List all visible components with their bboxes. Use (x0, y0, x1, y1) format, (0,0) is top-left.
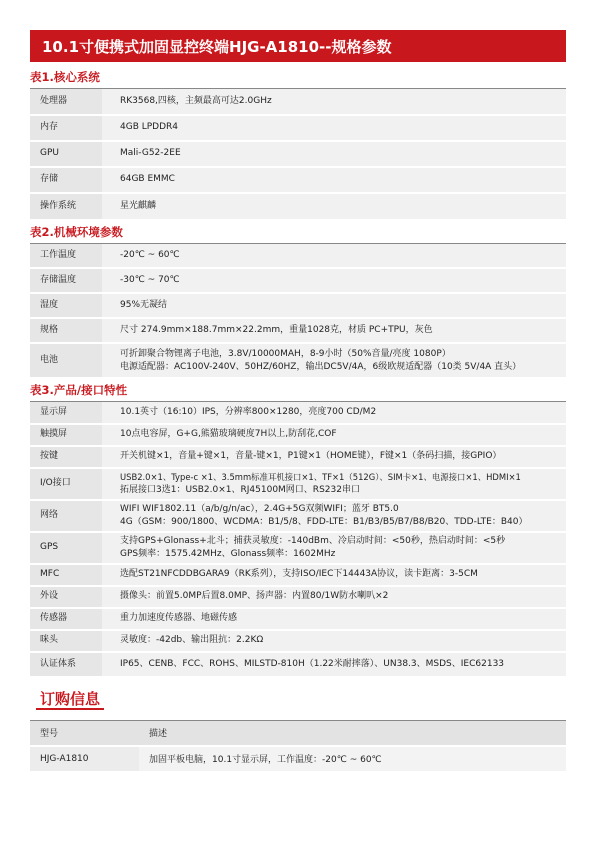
spec-value (102, 243, 566, 268)
spec-label: 传感器 (30, 608, 102, 630)
section-product-interface (30, 381, 566, 676)
spec-label: MFC (30, 564, 102, 586)
spec-value-line: 摄像头：前置5.0MP后置8.0MP、扬声器：内置80/1W防水喇叭×2 (120, 591, 389, 602)
spec-value-line: RK3568,四核，主频最高可达2.0GHz (120, 96, 272, 106)
spec-label: 处理器 (30, 89, 102, 115)
table-row (30, 193, 566, 219)
description-cell: 加固平板电脑，10.1寸显示屏，工作温度：-20℃ ~ 60℃ (139, 746, 566, 771)
spec-label: 外设 (30, 586, 102, 608)
spec-value (102, 89, 566, 115)
order-heading: 订购信息 (36, 690, 104, 710)
spec-value-line: WIFI WIF1802.11（a/b/g/n/ac），2.4G+5G双频WIFI；蓝牙 BT5.0 (120, 504, 399, 514)
spec-label: 工作温度 (30, 243, 102, 268)
spec-label: 按键 (30, 446, 102, 468)
spec-value-line: 星光麒麟 (120, 200, 157, 211)
table-row (30, 268, 566, 293)
spec-value-line: Mali-G52-2EE (120, 148, 181, 159)
spec-label: 操作系统 (30, 193, 102, 219)
spec-value (102, 293, 566, 318)
table-row (30, 500, 566, 532)
table-row (30, 468, 566, 500)
model-cell: HJG-A1810 (30, 746, 139, 771)
spec-table-mechanical (30, 243, 566, 378)
spec-label: GPU (30, 141, 102, 167)
spec-value-line: 可折卸聚合物锂离子电池，3.8V/10000MAH，8-9小时（50%音量/亮度 1080P） (120, 349, 451, 359)
spec-value (102, 167, 566, 193)
spec-label: 咪头 (30, 630, 102, 652)
table-row (30, 402, 566, 424)
table-row (30, 608, 566, 630)
spec-value (102, 500, 566, 532)
spec-value-line: 64GB EMMC (120, 174, 175, 185)
spec-value-line: 拓展接口3选1：USB2.0×1、RJ45100M网口、RS232串口 (120, 484, 360, 495)
spec-value-line: 95%无凝结 (120, 300, 168, 311)
spec-value (102, 608, 566, 630)
table-row (30, 424, 566, 446)
section-mechanical-environment (30, 223, 566, 378)
spec-label: 存储 (30, 167, 102, 193)
table-row (30, 293, 566, 318)
spec-value (102, 468, 566, 500)
spec-label: 存储温度 (30, 268, 102, 293)
spec-label: I/O接口 (30, 468, 102, 500)
table-row (30, 446, 566, 468)
spec-value-line: 10点电容屏，G+G,熊猫玻璃硬度7H以上,防刮花,COF (120, 429, 337, 440)
column-header-description: 描述 (139, 720, 566, 746)
spec-value (102, 532, 566, 564)
table-row (30, 586, 566, 608)
spec-value (102, 402, 566, 424)
table-row (30, 630, 566, 652)
table-row (30, 746, 566, 771)
column-header-model: 型号 (30, 720, 139, 746)
spec-value-line: -20℃ ~ 60℃ (120, 250, 180, 260)
spec-value (102, 424, 566, 446)
spec-value (102, 318, 566, 343)
spec-value-line: -30℃ ~ 70℃ (120, 275, 180, 286)
spec-sheet (30, 30, 566, 771)
spec-value-line: 4G（GSM：900/1800、WCDMA：B1/5/8、FDD-LTE：B1/B3/B5/B7/B8/B20、TDD-LTE：B40） (120, 516, 528, 527)
table-header-row (30, 720, 566, 746)
spec-value-line: 灵敏度：-42db、输出阻抗：2.2KΩ (120, 635, 264, 646)
table-row (30, 564, 566, 586)
spec-value (102, 343, 566, 377)
spec-value-line: GPS频率：1575.42MHz、Glonass频率：1602MHz (120, 548, 336, 559)
spec-value-line: 重力加速度传感器、地磁传感 (120, 613, 238, 624)
spec-table-core-system (30, 88, 566, 219)
table-row (30, 318, 566, 343)
table-row (30, 115, 566, 141)
table-row (30, 343, 566, 377)
spec-value-line: 电源适配器：AC100V-240V、50HZ/60HZ，输出DC5V/4A，6级欧规适配器（10类 5V/4A 直头） (120, 361, 522, 372)
table-row (30, 167, 566, 193)
spec-value-line: IP65、CENB、FCC、ROHS、MILSTD-810H（1.22米耐摔落）、UN38.3、MSDS、IEC62133 (120, 658, 505, 669)
table-row (30, 652, 566, 676)
spec-value-line: USB2.0×1、Type-c ×1、3.5mm标准耳机接口×1、TF×1（512G）、SIM卡×1、电源接口×1、HDMI×1 (120, 472, 521, 482)
table-row (30, 89, 566, 115)
spec-label: 显示屏 (30, 402, 102, 424)
spec-value-line: 10.1英寸（16:10）IPS，分辨率800×1280，亮度700 CD/M2 (120, 407, 377, 417)
spec-value (102, 268, 566, 293)
table-row (30, 243, 566, 268)
spec-value (102, 141, 566, 167)
page-title: 10.1寸便携式加固显控终端HJG-A1810--规格参数 (30, 30, 566, 62)
spec-value-line: 尺寸 274.9mm×188.7mm×22.2mm，重量1028克，材质 PC+TPU，灰色 (120, 325, 433, 336)
table-row (30, 532, 566, 564)
section-heading: 表1.核心系统 (30, 70, 100, 84)
spec-value-line: 选配ST21NFCDDBGARA9（RK系列），支持ISO/IEC下14443A协议，读卡距离：3-5CM (120, 569, 478, 580)
spec-label: 内存 (30, 115, 102, 141)
order-table (30, 720, 566, 771)
spec-value-line: 支持GPS+Glonass+北斗；捕获灵敏度：-140dBm、冷启动时间：<50秒，热启动时间：<5秒 (120, 536, 506, 546)
spec-value (102, 630, 566, 652)
spec-value (102, 586, 566, 608)
spec-value (102, 652, 566, 676)
table-row (30, 141, 566, 167)
spec-label: 触摸屏 (30, 424, 102, 446)
spec-value (102, 564, 566, 586)
order-heading-wrap (30, 686, 566, 712)
spec-value (102, 115, 566, 141)
spec-value-line: 4GB LPDDR4 (120, 122, 179, 133)
spec-label: 认证体系 (30, 652, 102, 676)
spec-label: GPS (30, 532, 102, 564)
spec-label: 规格 (30, 318, 102, 343)
spec-label: 电池 (30, 343, 102, 377)
spec-label: 湿度 (30, 293, 102, 318)
spec-table-product (30, 401, 566, 676)
section-heading: 表2.机械环境参数 (30, 224, 123, 239)
section-ordering-info (30, 686, 566, 771)
section-core-system (30, 68, 566, 219)
section-heading: 表3.产品/接口特性 (30, 383, 128, 397)
spec-label: 网络 (30, 500, 102, 532)
spec-value (102, 446, 566, 468)
spec-value-line: 开关机键×1，音量+键×1，音量-键×1，P1键×1（HOME键），F键×1（条码扫描，接GPIO） (120, 451, 502, 462)
spec-value (102, 193, 566, 219)
